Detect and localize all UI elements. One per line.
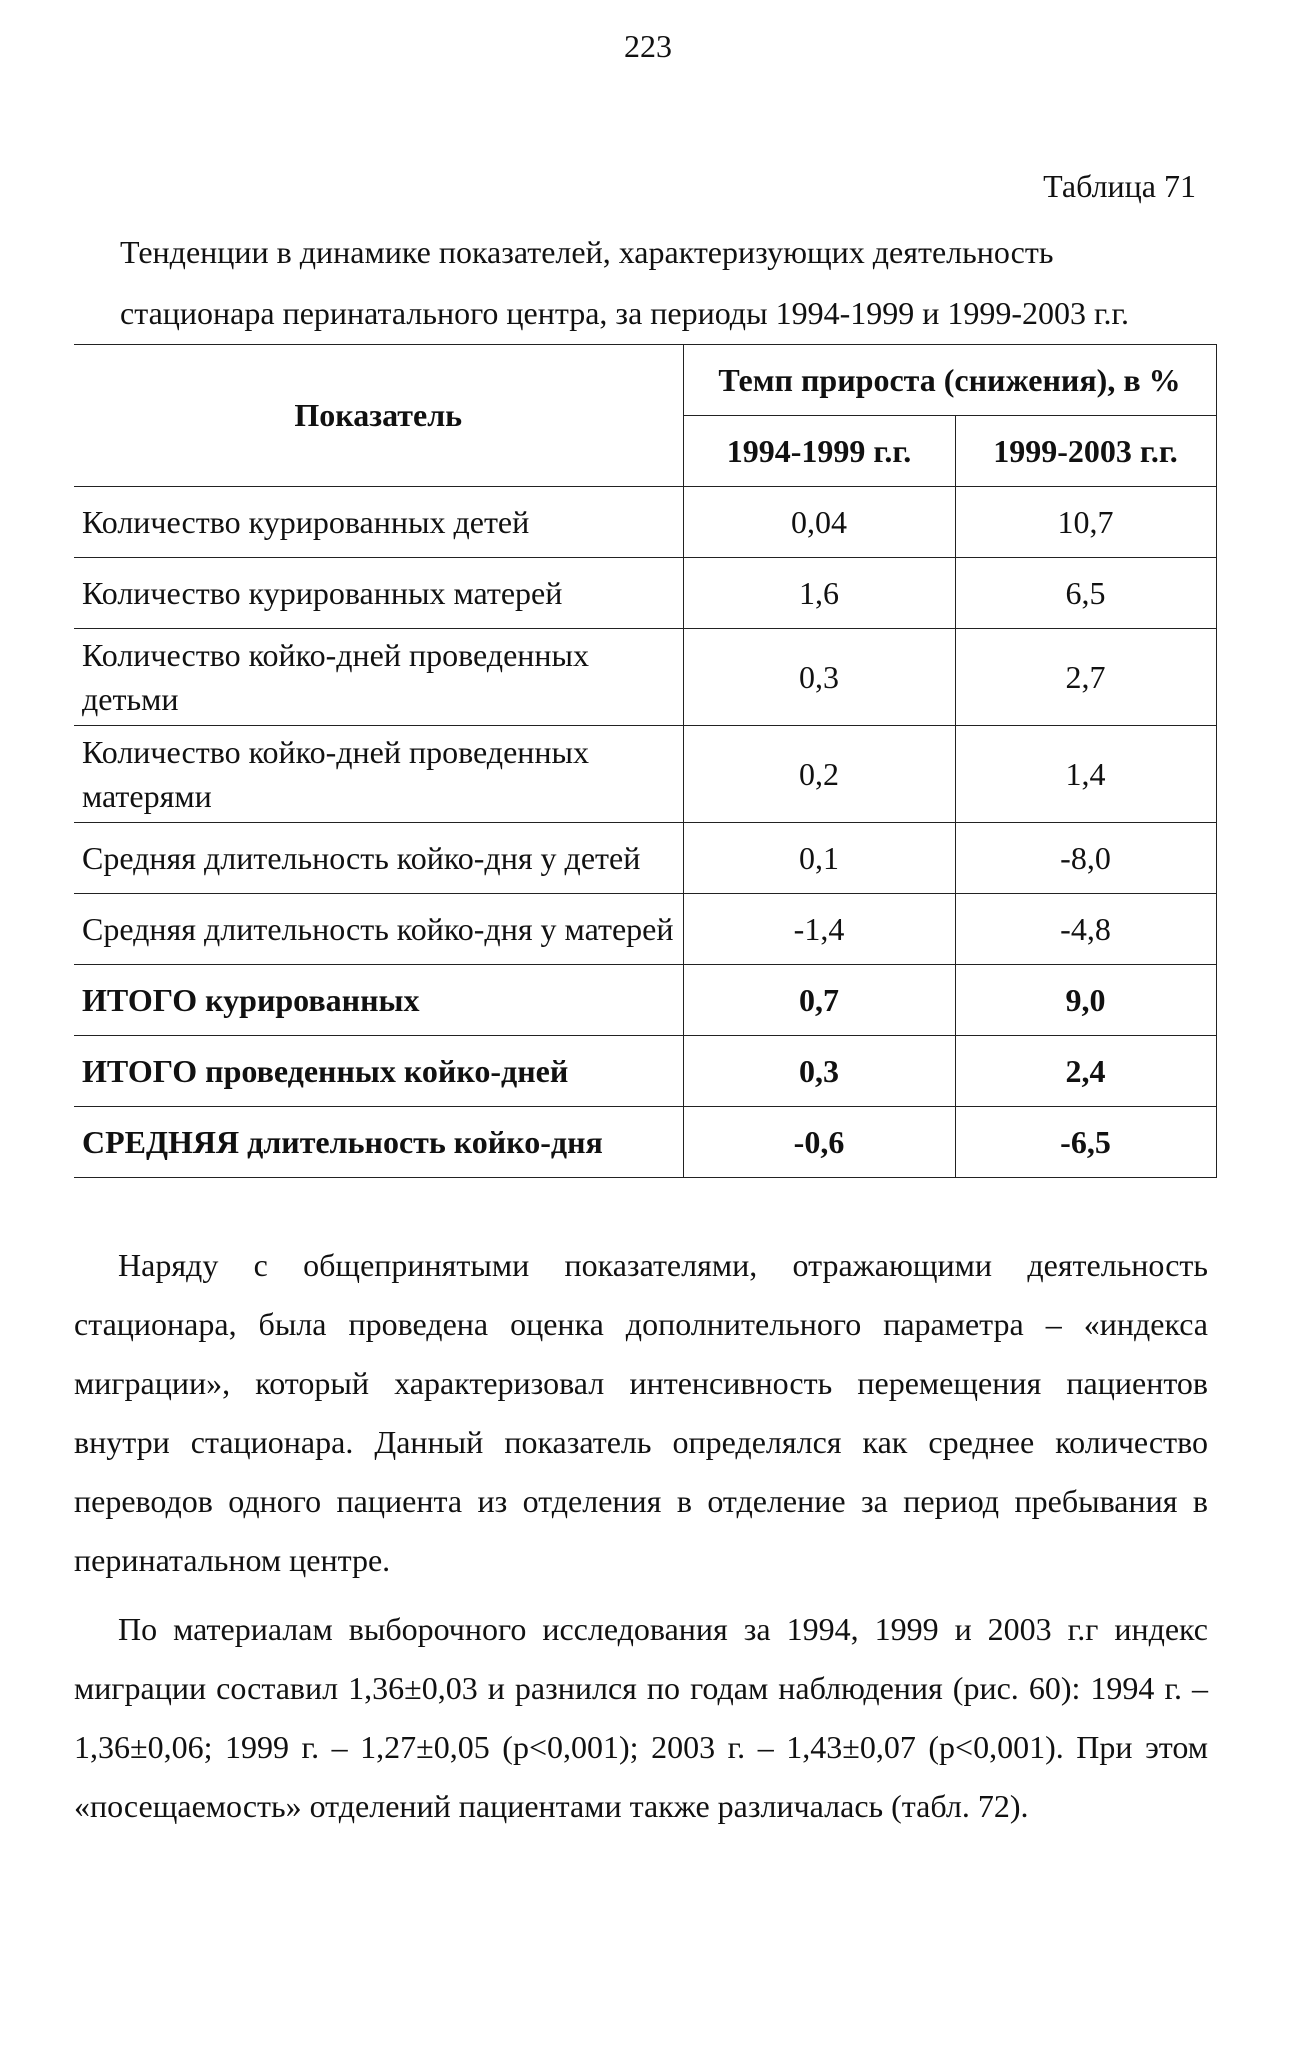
row-value-1999-2003: 2,7 [955,629,1216,726]
row-label: Количество курированных детей [74,487,683,558]
body-paragraph-migration-index: Наряду с общепринятыми показателями, отражающими деятельность стационара, была проведена оценка дополнительного параметра – «индекса миграции», который характеризовал интенсивность перемещения пациентов внутри стационара. Данный показатель определялся как среднее количество переводов одного пациента из отделения в отделение за период пребывания в перинатальном центре. [74,1247,1208,1578]
row-value-1999-2003: -6,5 [955,1107,1216,1178]
row-label: Количество курированных матерей [74,558,683,629]
header-indicator: Показатель [74,345,683,487]
header-growth-rate: Темп прироста (снижения), в % [683,345,1216,416]
table-row [74,629,1216,726]
row-label: СРЕДНЯЯ длительность койко-дня [74,1107,683,1178]
header-period-1994-1999: 1994-1999 г.г. [683,416,955,487]
row-label: Количество койко-дней проведенных детьми [74,629,683,726]
table-row [74,823,1216,894]
row-value-1994-1999: 0,04 [683,487,955,558]
row-value-1999-2003: 2,4 [955,1036,1216,1107]
table-row-total [74,1107,1216,1178]
row-value-1999-2003: 10,7 [955,487,1216,558]
row-value-1994-1999: 0,7 [683,965,955,1036]
row-value-1999-2003: 9,0 [955,965,1216,1036]
table-row [74,487,1216,558]
row-value-1994-1999: -1,4 [683,894,955,965]
page-number: 223 [624,28,672,64]
row-value-1994-1999: -0,6 [683,1107,955,1178]
row-label: ИТОГО проведенных койко-дней [74,1036,683,1107]
row-value-1994-1999: 0,3 [683,629,955,726]
table-caption: Тенденции в динамике показателей, характеризующих деятельность стационара перинатального центра, за периоды 1994-1999 и 1999-2003 г.г. [120,234,1130,331]
row-value-1999-2003: -4,8 [955,894,1216,965]
row-value-1994-1999: 0,2 [683,726,955,823]
table-row-total [74,1036,1216,1107]
indicators-table [74,344,1217,1178]
row-value-1994-1999: 0,1 [683,823,955,894]
table-row [74,894,1216,965]
table-row [74,558,1216,629]
row-value-1994-1999: 1,6 [683,558,955,629]
row-value-1999-2003: 1,4 [955,726,1216,823]
row-value-1999-2003: -8,0 [955,823,1216,894]
row-value-1999-2003: 6,5 [955,558,1216,629]
table-label: Таблица 71 [1043,168,1196,204]
row-value-1994-1999: 0,3 [683,1036,955,1107]
table-row [74,726,1216,823]
row-label: Средняя длительность койко-дня у матерей [74,894,683,965]
row-label: Средняя длительность койко-дня у детей [74,823,683,894]
row-label: ИТОГО курированных [74,965,683,1036]
body-paragraph-survey-results: По материалам выборочного исследования за 1994, 1999 и 2003 г.г индекс миграции составил 1,36±0,03 и разнился по годам наблюдения (рис. 60): 1994 г. – 1,36±0,06; 1999 г. – 1,27±0,05 (p<0,001); 2003 г. – 1,43±0,07 (p<0,001). При этом «посещаемость» отделений пациентами также различалась (табл. 72). [74,1611,1208,1824]
table-row-total [74,965,1216,1036]
row-label: Количество койко-дней проведенных матерями [74,726,683,823]
header-period-1999-2003: 1999-2003 г.г. [955,416,1216,487]
